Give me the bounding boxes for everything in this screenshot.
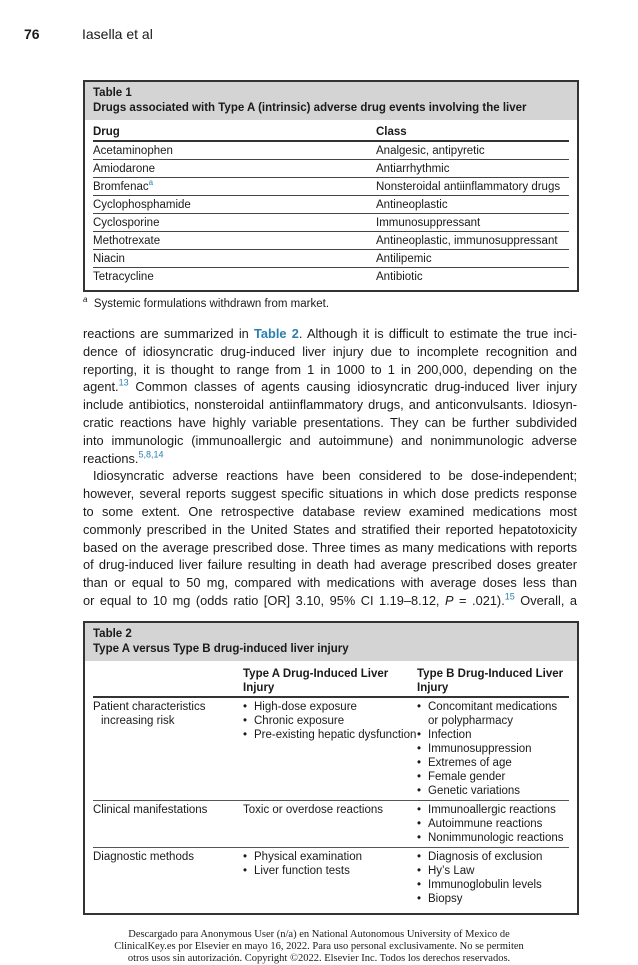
text-line (83, 396, 577, 414)
bullet-item: • Chronic exposure (243, 714, 417, 728)
drug-name: Methotrexate (93, 235, 161, 247)
bullet-item: • Hy’s Law (417, 864, 569, 878)
bullet-item: • Concomitant medications or polypharmacy (417, 700, 569, 728)
table-row (93, 697, 569, 801)
text-segment: commonly prescribed in the United States and stratified their reported hepatotoxicity (83, 521, 577, 537)
table-link[interactable]: Table 2 (254, 326, 299, 341)
citation-ref[interactable]: 13 (118, 378, 129, 389)
text-segment: Overall, a (514, 592, 577, 608)
footnote-ref[interactable]: a (148, 178, 154, 188)
bullet-list (417, 803, 569, 845)
bullet-item: • Female gender (417, 770, 569, 784)
row-label-text: Patient characteristics increasing risk (93, 701, 206, 727)
type-a-cell: Toxic or overdose reactions (243, 801, 417, 848)
table-2-grid (93, 663, 569, 908)
drug-cell (93, 160, 376, 178)
footnote-text: Systemic formulations withdrawn from market. (93, 298, 330, 310)
citation-ref[interactable]: 5,8,14 (138, 449, 164, 460)
table-2-title: Type A versus Type B drug-induced liver injury (93, 643, 349, 655)
column-header-class: Class (376, 122, 569, 141)
text-segment: based on the average prescribed dose. Three times as many medications with reports (83, 539, 577, 555)
table-1-header (85, 82, 577, 120)
bullet-item: • Genetic variations (417, 784, 569, 798)
class-cell: Nonsteroidal antiinflammatory drugs (376, 178, 569, 196)
text-line (83, 450, 577, 468)
table-1-title: Drugs associated with Type A (intrinsic) adverse drug events involving the liver (93, 102, 527, 114)
row-label (93, 697, 243, 801)
table-row (93, 801, 569, 848)
text-line (83, 432, 577, 450)
bullet-item: • Biopsy (417, 892, 569, 906)
drug-cell (93, 141, 376, 160)
bullet-list (417, 700, 569, 798)
drug-cell (93, 250, 376, 268)
text-segment: reactions are summarized in (83, 326, 255, 341)
class-cell: Antibiotic (376, 271, 423, 283)
column-header-type-b: Type B Drug-Induced Liver Injury (417, 663, 569, 697)
footer-line: otros usos sin autorización. Copyright ©2022. Elsevier Inc. Todos los derechos reservados. (127, 953, 511, 964)
text-line (83, 467, 577, 485)
bullet-item: • High-dose exposure (243, 700, 417, 714)
table-1-grid (93, 122, 569, 285)
text-segment: than or equal to 50 mg, compared with medications with average doses less than (83, 575, 577, 591)
drug-cell (93, 268, 376, 286)
text-segment: dence of idiosyncratic drug-induced liver injury due to incomplete recognition and (83, 343, 577, 359)
text-line (83, 414, 577, 432)
row-label (93, 801, 243, 848)
footnote-mark: a (83, 295, 88, 305)
drug-name: Amiodarone (93, 163, 156, 175)
bullet-item: • Diagnosis of exclusion (417, 850, 569, 864)
table-1-footnote (83, 295, 330, 310)
class-cell: Analgesic, antipyretic (376, 141, 569, 160)
table-1-label: Table 1 (93, 87, 132, 99)
table-row (93, 178, 569, 196)
text-line (83, 521, 577, 539)
text-line (83, 574, 577, 592)
drug-cell (93, 214, 376, 232)
text-segment: agent. (83, 379, 119, 395)
drug-cell (93, 196, 376, 214)
type-b-cell (417, 801, 569, 848)
text-segment: Idiosyncratic adverse reactions have been considered to be dose-independent; (93, 468, 577, 484)
table-2-label: Table 2 (93, 628, 132, 640)
text-segment: = .021). (453, 592, 505, 608)
download-notice (0, 929, 638, 965)
table-1 (83, 80, 579, 292)
text-segment: cratic reactions have highly variable presentations. They can be further subdivided (83, 414, 577, 430)
table-2 (83, 621, 579, 915)
class-cell: Immunosuppressant (376, 214, 569, 232)
table-row (93, 268, 569, 286)
drug-name: Cyclosporine (93, 217, 160, 229)
bullet-item: • Autoimmune reactions (417, 817, 569, 831)
text-segment: Common classes of agents causing idiosyncratic drug-induced liver injury (128, 379, 577, 395)
table-row (93, 196, 569, 214)
italic-text: P (445, 592, 454, 608)
bullet-item: • Immunoallergic reactions (417, 803, 569, 817)
text-segment: reactions. (83, 450, 139, 466)
table-row (93, 250, 569, 268)
text-line (83, 539, 577, 557)
class-cell: Antineoplastic (376, 196, 569, 214)
bullet-item: • Pre-existing hepatic dysfunction (243, 728, 417, 742)
text-line (83, 361, 577, 379)
running-header (24, 26, 153, 42)
citation-ref[interactable]: 15 (504, 591, 515, 602)
table-row (93, 214, 569, 232)
author-line: Iasella et al (82, 26, 153, 42)
table-row (93, 141, 569, 160)
text-segment: into immunologic (immunoallergic and autoimmune) and nonimmunologic adverse (83, 432, 577, 448)
bullet-list (243, 700, 417, 742)
drug-cell (93, 232, 376, 250)
class-cell: Antineoplastic, immunosuppressant (376, 232, 569, 250)
text-line (83, 556, 577, 574)
column-header-empty (93, 663, 243, 697)
row-label (93, 848, 243, 909)
bullet-item: • Nonimmunologic reactions (417, 831, 569, 845)
text-segment: include antibiotics, nonsteroidal antiinflammatory drugs, and anticonvulsants. Idiosyn- (83, 397, 577, 413)
bullet-list (417, 850, 569, 906)
type-a-cell (243, 697, 417, 801)
bullet-item: • Infection (417, 728, 569, 742)
table-row (93, 232, 569, 250)
text-segment: reporting, it is thought to range from 1 in 1000 to 1 in 200,000, depending on the (83, 361, 577, 377)
text-line (83, 485, 577, 503)
class-cell: Antiarrhythmic (376, 160, 569, 178)
column-header-type-a: Type A Drug-Induced Liver Injury (243, 663, 417, 697)
type-b-cell (417, 848, 569, 909)
bullet-list (243, 850, 417, 878)
text-line (83, 343, 577, 361)
table-row (93, 160, 569, 178)
text-line (83, 378, 577, 396)
class-cell: Antilipemic (376, 250, 569, 268)
page-number: 76 (24, 26, 40, 42)
table-2-header (85, 623, 577, 661)
table-row (93, 848, 569, 909)
drug-name: Cyclophosphamide (93, 199, 191, 211)
row-label-text: Clinical manifestations (93, 804, 208, 816)
drug-name: Acetaminophen (93, 145, 173, 157)
text-segment: or equal to 10 mg (odds ratio [OR] 3.10, 95% CI 1.19–8.12, (83, 592, 445, 608)
lower-section (83, 621, 579, 965)
type-b-cell (417, 697, 569, 801)
drug-name: Niacin (93, 253, 125, 265)
bullet-item: • Immunosuppression (417, 742, 569, 756)
text-segment: however, several reports suggest specific situations in which dose predicts response (83, 486, 577, 502)
text-line (83, 325, 577, 343)
footer-line: Descargado para Anonymous User (n/a) en National Autonomous University of Mexico de (128, 929, 510, 940)
drug-cell (93, 178, 376, 196)
bullet-item: • Liver function tests (243, 864, 417, 878)
text-segment: . Although it is difficult to estimate the true inci- (298, 326, 578, 341)
row-label-text: Diagnostic methods (93, 851, 194, 863)
drug-name: Bromfenac (93, 181, 149, 193)
text-line (83, 503, 577, 521)
bullet-item: • Extremes of age (417, 756, 569, 770)
text-segment: to some extent. One retrospective database review examined medications most (83, 503, 577, 519)
column-header-drug: Drug (93, 122, 376, 141)
body-text (83, 325, 577, 610)
bullet-item: • Immunoglobulin levels (417, 878, 569, 892)
text-segment: of drug-induced liver failure resulting in death had average prescribed doses greater (83, 557, 577, 573)
bullet-item: • Physical examination (243, 850, 417, 864)
text-line (83, 592, 577, 610)
type-a-cell (243, 848, 417, 909)
footer-line: ClinicalKey.es por Elsevier en mayo 16, 2022. Para uso personal exclusivamente. No se permiten (114, 941, 524, 952)
drug-name: Tetracycline (93, 271, 154, 283)
